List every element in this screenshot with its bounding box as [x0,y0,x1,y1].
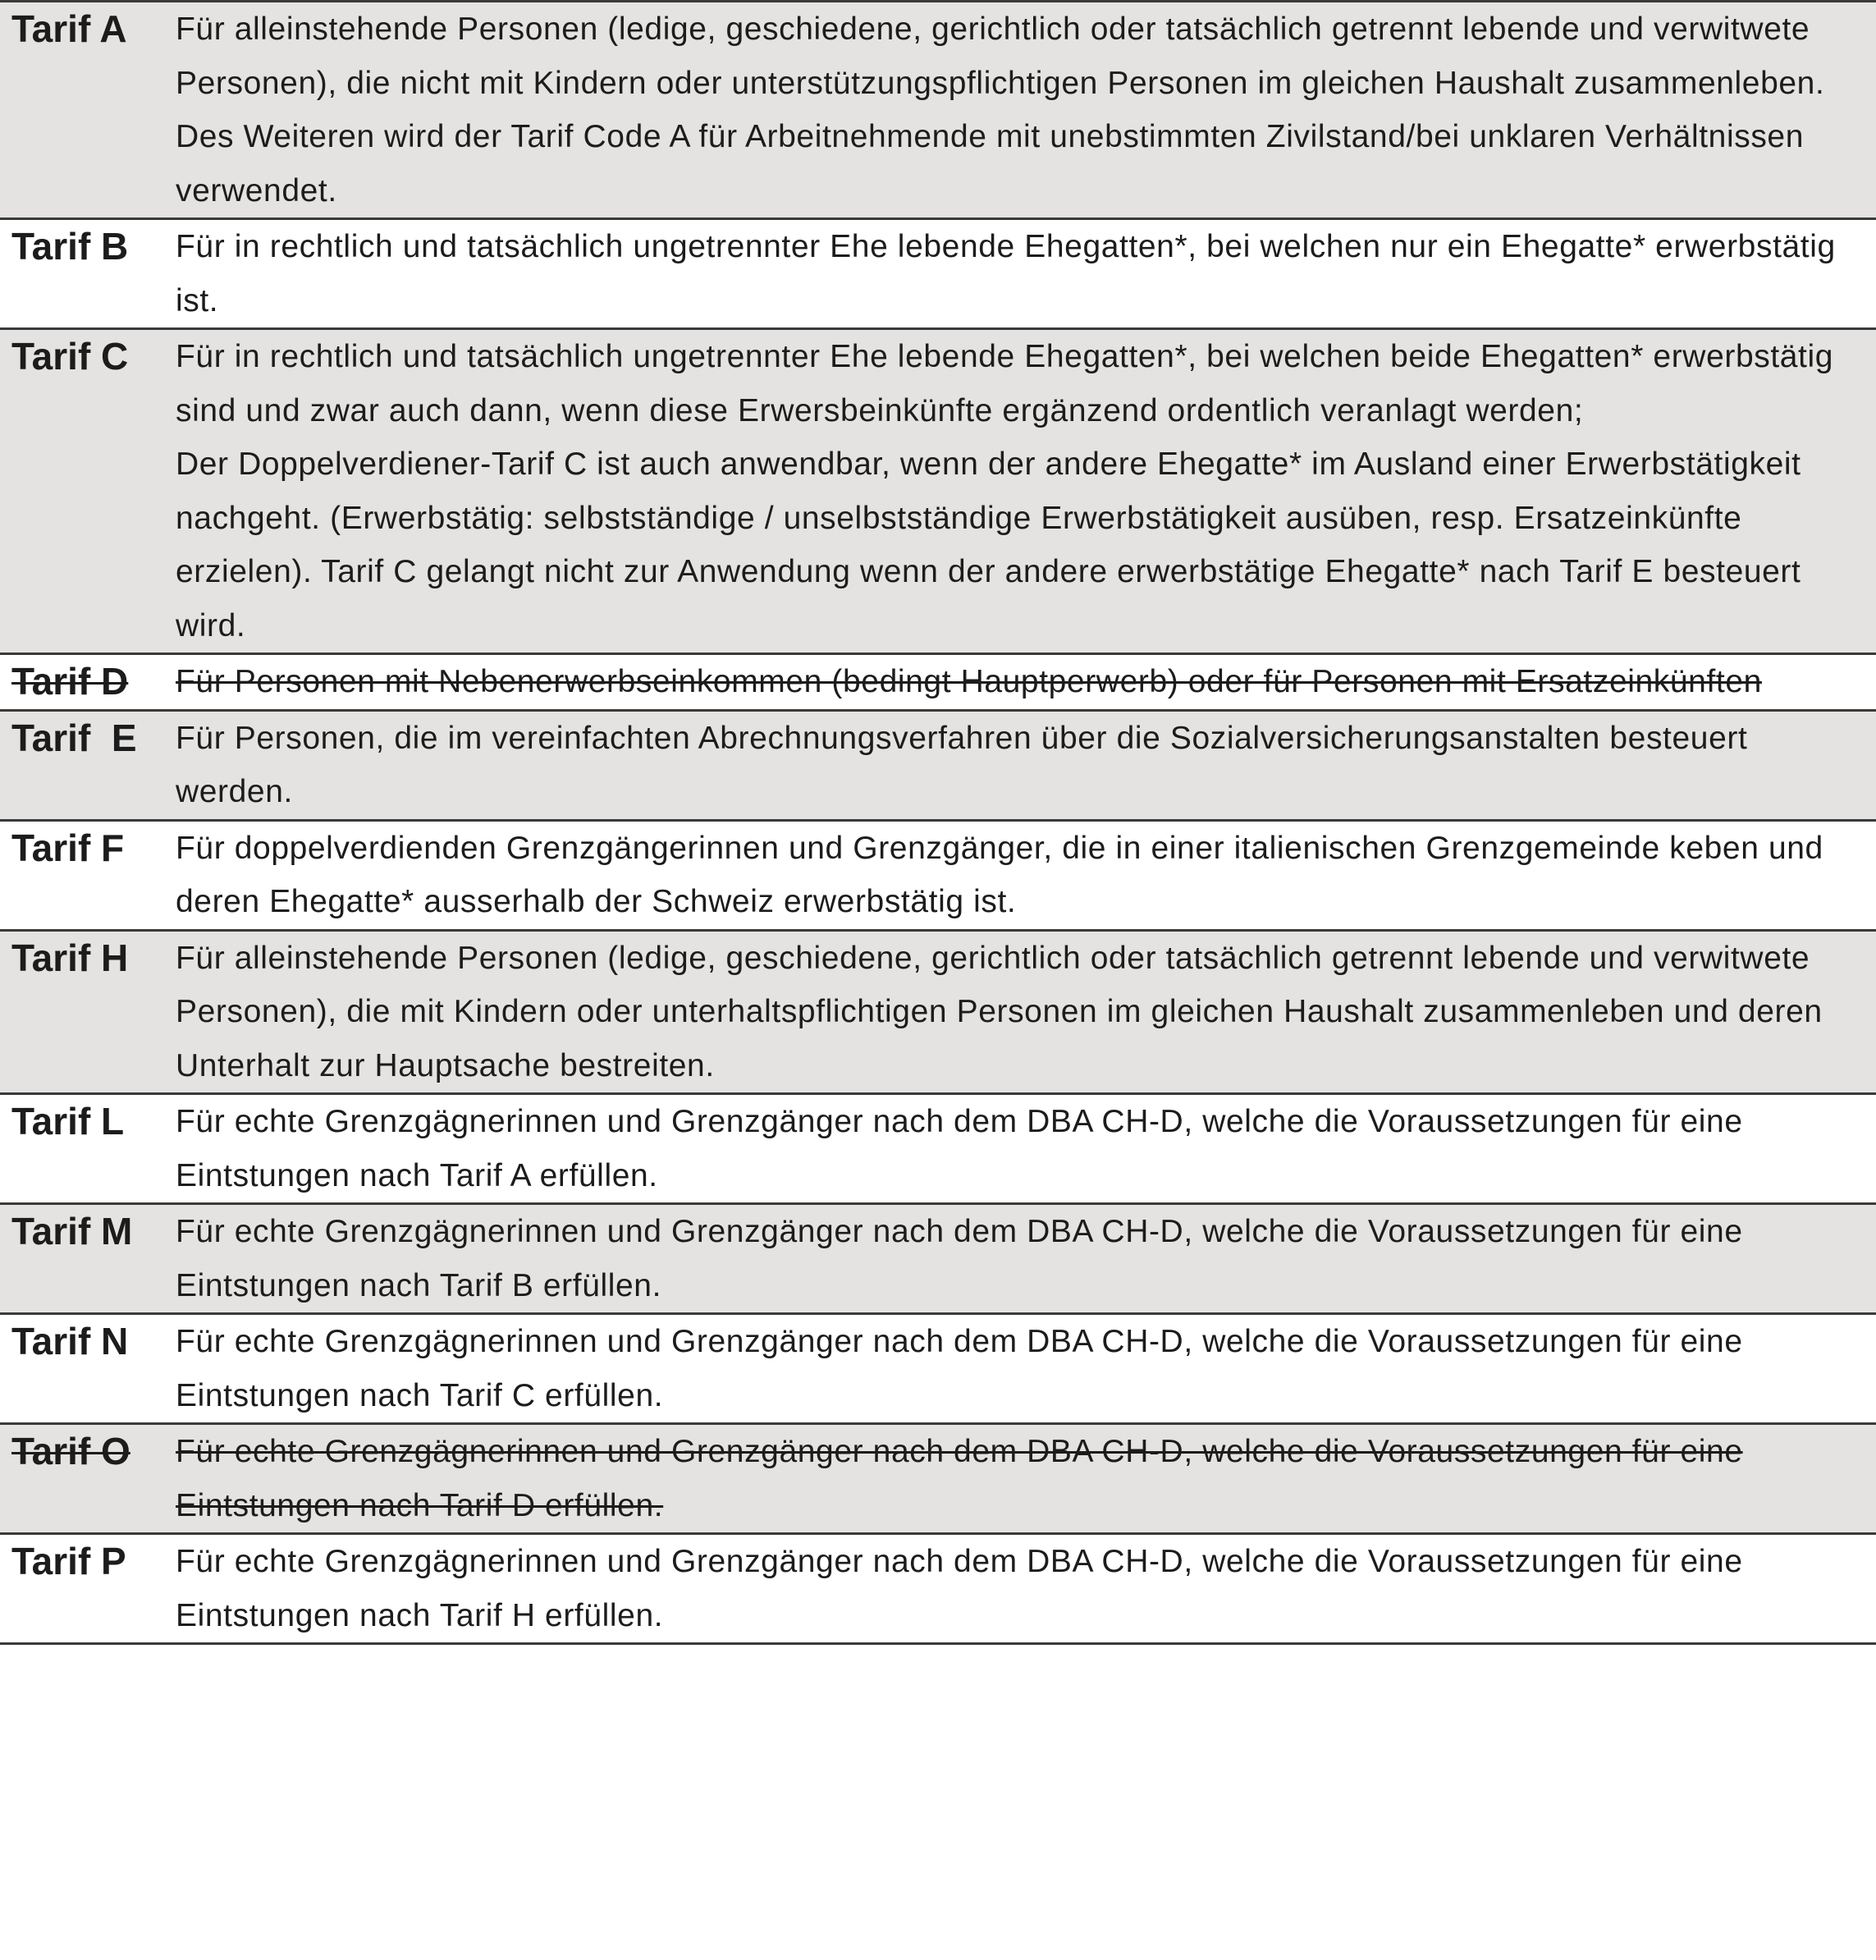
tariff-code: Tarif B [11,225,129,268]
tariff-row-p [0,1535,1876,1645]
tariff-description-text: Für echte Grenzgägnerinnen und Grenzgänger nach dem DBA CH-D, welche die Voraussetzungen für eine Eintstungen nach Tarif D erfüllen. [176,1434,1743,1523]
tariff-description [176,655,1876,709]
tariff-code: Tarif N [11,1320,129,1362]
tariff-code: Tarif M [11,1210,133,1252]
tariff-description-text: Für echte Grenzgägnerinnen und Grenzgänger nach dem DBA CH-D, welche die Voraussetzungen für eine Eintstungen nach Tarif H erfüllen. [176,1544,1743,1633]
tariff-description-text: Für alleinstehende Personen (ledige, geschiedene, gerichtlich oder tatsächlich getrennt lebende und verwitwete Personen), die mit Kindern oder unterhaltspflichtigen Personen im gleichen Haushalt zusammenleben und deren Unterhalt zur Hauptsache bestreiten. [176,940,1823,1083]
tariff-code: Tarif P [11,1540,126,1582]
tariff-row-e [0,712,1876,822]
tariff-row-c [0,330,1876,655]
tariff-description-text: Der Doppelverdiener-Tarif C ist auch anwendbar, wenn der andere Ehegatte* im Ausland einer Erwerbstätigkeit nachgeht. (Erwerbstätig: selbstständige / unselbstständige Erwerbstätigkeit ausüben, resp. Ersatzeinkünfte erzielen). Tarif C gelangt nicht zur Anwendung wenn der andere erwerbstätige Ehegatte* nach Tarif E besteuert wird. [176,446,1801,643]
tariff-description [176,822,1876,929]
tariff-description-text: Für echte Grenzgägnerinnen und Grenzgänger nach dem DBA CH-D, welche die Voraussetzungen für eine Eintstungen nach Tarif B erfüllen. [176,1214,1743,1303]
tariff-row-l [0,1095,1876,1205]
tariff-code: Tarif F [11,826,125,869]
tariff-description-text: Für alleinstehende Personen (ledige, geschiedene, gerichtlich oder tatsächlich getrennt lebende und verwitwete Personen), die nicht mit Kindern oder unterstützungspflichtigen Personen im gleichen Haushalt zusammenleben. Des Weiteren wird der Tarif Code A für Arbeitnehmende mit unebstimmten Zivilstand/bei unklaren Verhältnissen verwendet. [176,11,1825,208]
tariff-row-o [0,1425,1876,1535]
tariff-description [176,1315,1876,1422]
tariff-code: Tarif E [11,716,137,759]
tariff-description-text: Für echte Grenzgägnerinnen und Grenzgänger nach dem DBA CH-D, welche die Voraussetzungen für eine Eintstungen nach Tarif C erfüllen. [176,1324,1743,1413]
tariff-description [176,1095,1876,1202]
tariff-row-d [0,655,1876,712]
tariff-code: Tarif A [11,7,127,50]
tariff-row-b [0,220,1876,330]
tariff-description-text: Für in rechtlich und tatsächlich ungetrennter Ehe lebende Ehegatten*, bei welchen beide Ehegatten* erwerbstätig sind und zwar auch dann, wenn diese Erwersbeinkünfte ergänzend ordentlich veranlagt werden; [176,339,1834,428]
tariff-description-text: Für doppelverdienden Grenzgängerinnen und Grenzgänger, die in einer italienischen Grenzgemeinde keben und deren Ehegatte* ausserhalb der Schweiz erwerbstätig ist. [176,830,1823,919]
tariff-description [176,1205,1876,1312]
tariff-code: Tarif L [11,1100,125,1143]
tariff-description [176,1535,1876,1642]
tariff-description [176,712,1876,819]
tariff-description-text: Für echte Grenzgägnerinnen und Grenzgänger nach dem DBA CH-D, welche die Voraussetzungen für eine Eintstungen nach Tarif A erfüllen. [176,1104,1743,1193]
tariff-description-text: Für in rechtlich und tatsächlich ungetrennter Ehe lebende Ehegatten*, bei welchen nur ein Ehegatte* erwerbstätig ist. [176,229,1836,318]
tariff-row-a [0,2,1876,220]
tariff-code: Tarif D [11,660,129,703]
tariff-description-text: Für Personen, die im vereinfachten Abrechnungsverfahren über die Sozialversicherungsanstalten besteuert werden. [176,720,1748,809]
tariff-row-f [0,822,1876,932]
tariff-code: Tarif O [11,1430,130,1472]
tariff-row-n [0,1315,1876,1425]
tariff-description [176,932,1876,1093]
tariff-description-text: Für Personen mit Nebenerwerbseinkommen (bedingt Hauptperwerb) oder für Personen mit Ersatzeinkünften [176,664,1762,699]
tariff-description [176,330,1876,653]
tariff-description [176,2,1876,218]
tariff-description [176,1425,1876,1532]
tariff-code: Tarif H [11,936,129,979]
tariff-description [176,220,1876,327]
tariff-row-m [0,1205,1876,1315]
tariff-code: Tarif C [11,335,129,378]
tariff-row-h [0,932,1876,1096]
